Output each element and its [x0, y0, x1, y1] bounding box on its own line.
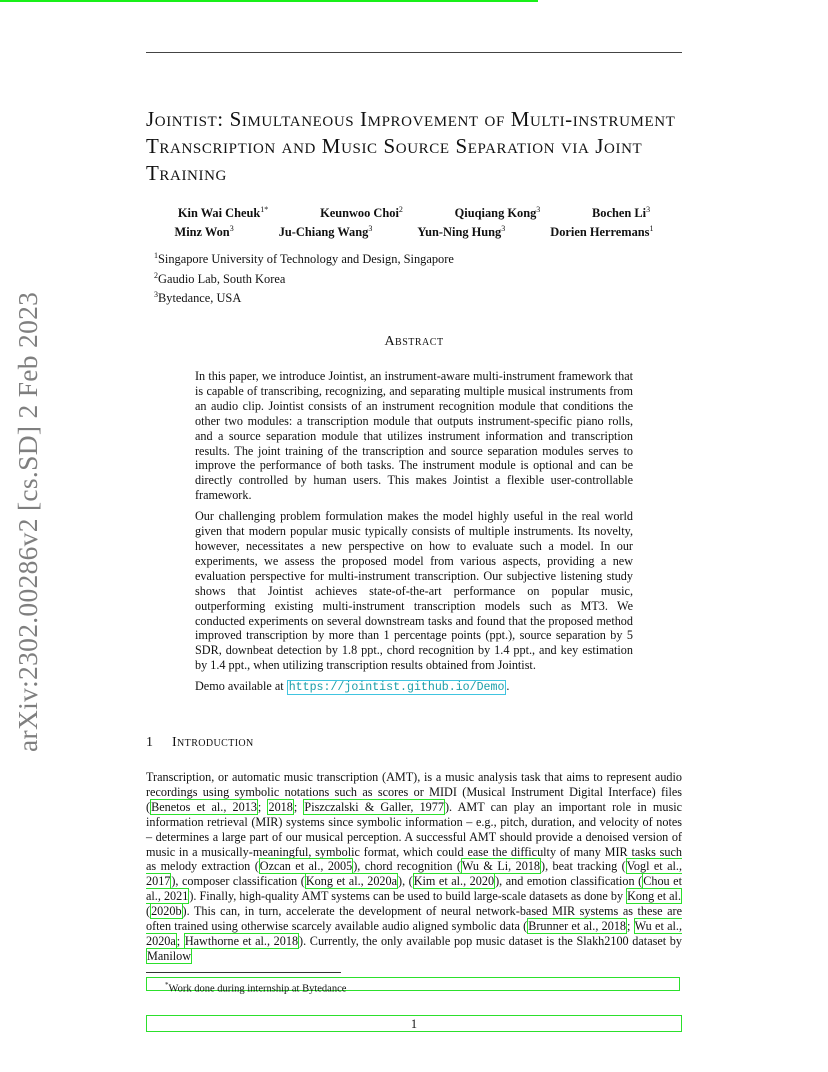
affiliation-mark: 1	[649, 224, 654, 234]
section-number: 1	[146, 735, 153, 750]
affiliation-mark: 3	[536, 205, 541, 214]
intro-paragraph	[146, 770, 682, 964]
affiliation	[154, 287, 454, 307]
intro-text: Transcription, or automatic music transcription (AMT), is a music analysis task that aims to represent audio recordings using symbolic notations such as scores or MIDI (Musical Instrument Digital Interface) files (	[146, 770, 682, 814]
citation-link[interactable]: Kong et al., 2020a	[305, 874, 398, 889]
author-row	[146, 202, 682, 221]
intro-text: ). Finally, high-quality AMT systems can be used to build large-scale datasets as done by	[189, 889, 627, 904]
affiliation-mark: 3	[154, 290, 158, 300]
affiliation-mark: 1*	[260, 205, 269, 214]
intro-text: ). Currently, the only available pop music dataset is the Slakh2100 dataset by	[299, 933, 682, 948]
citation-link[interactable]: Hawthorne et al., 2018	[184, 933, 299, 948]
intro-text: ). AMT can play an important role in music information retrieval (MIR) systems since symbolic information – e.g., pitch, duration, and velocity of notes – determines a large part of our musical perception. A successful AMT should provide a denoised version of music in a musically-meaningful, symbolic format, which could ease the difficulty of many MIR tasks such as melody extraction (	[146, 799, 682, 874]
citation-link[interactable]: Vogl et al., 2017	[146, 859, 682, 889]
affiliation	[154, 268, 454, 288]
citation-link[interactable]: Wu & Li, 2018	[461, 859, 541, 874]
citation-link[interactable]: Chou et al., 2021	[146, 874, 682, 904]
affiliation-mark: 3	[646, 205, 651, 214]
affiliation-mark: 3	[368, 224, 373, 234]
page-number-link[interactable]: 1	[146, 1015, 682, 1032]
section-heading	[146, 735, 254, 751]
citation-link[interactable]: Kim et al., 2020	[413, 874, 495, 889]
intro-text: ), composer classification (	[171, 874, 305, 889]
citation-link[interactable]: Ozcan et al., 2005	[259, 859, 353, 874]
footnote-link[interactable]	[146, 977, 680, 995]
paper-title: Jointist: Simultaneous Improvement of Multi-instrument Transcription and Music Source Separation via Joint Training	[146, 107, 676, 185]
author-name: Ju-Chiang Wang$^3$	[278, 224, 373, 240]
author-name: Minz Won$^3$	[174, 224, 234, 240]
affiliation-mark: 2	[398, 205, 403, 214]
author-block	[146, 202, 682, 240]
demo-link[interactable]: https://jointist.github.io/Demo	[288, 681, 505, 695]
affiliation-text: Bytedance, USA	[158, 291, 242, 306]
abstract	[195, 369, 633, 702]
author-name: Kin Wai Cheuk$^{1*}$	[177, 205, 269, 221]
affiliation-mark: 2	[154, 270, 158, 280]
section-title: Introduction	[172, 735, 254, 750]
citation-link[interactable]: Benetos et al., 2013	[151, 799, 257, 814]
affiliation-mark: 3	[229, 224, 234, 234]
affiliation-text: Gaudio Lab, South Korea	[158, 271, 286, 286]
abstract-paragraph: Our challenging problem formulation makes the model highly useful in the real world given that modern popular music typically consists of multiple instruments. Its novelty, however, necessitates a new perspective on how to evaluate such a model. In our experiments, we assess the proposed model from various aspects, providing a new evaluation perspective for multi-instrument transcription. Our subjective listening study shows that Jointist achieves state-of-the-art performance on popular music, outperforming existing multi-instrument transcription models such as MT3. We conducted experiments on several downstream tasks and found that the proposed method improved transcription by more than 1 percentage points (ppt.), source separation by 5 SDR, downbeat detection by 1.8 ppt., chord recognition by 1.4 ppt., and key estimation by 1.4 ppt., when utilizing transcription results obtained from Jointist.	[195, 509, 633, 673]
intro-text: ;	[627, 919, 634, 934]
affiliation-list	[154, 248, 454, 307]
citation-link[interactable]: Manilow	[147, 948, 192, 963]
author-name: Bochen Li$^3$	[592, 205, 651, 221]
author-name: Dorien Herremans$^1$	[550, 224, 654, 240]
demo-suffix: .	[506, 679, 510, 694]
intro-text: ). This can, in turn, accelerate the development of neural network-based MIR systems as these are often trained using otherwise scarcely available audio aligned symbolic data (	[146, 904, 682, 934]
affiliation-text: Singapore University of Technology and Design, Singapore	[158, 252, 454, 267]
citation-link[interactable]: Piszczalski & Galler, 1977	[304, 799, 444, 814]
demo-line	[195, 679, 633, 696]
intro-text: ), and emotion classification (	[495, 874, 643, 889]
intro-text: ;	[293, 799, 304, 814]
intro-text: ;	[257, 799, 268, 814]
citation-link[interactable]: 2020b	[151, 904, 182, 919]
footnote-text: Work done during internship at Bytedance	[168, 983, 347, 995]
arxiv-identifier-stamp: arXiv:2302.00286v2 [cs.SD] 2 Feb 2023	[12, 291, 43, 752]
demo-prefix: Demo available at	[195, 679, 284, 694]
abstract-paragraph: In this paper, we introduce Jointist, an instrument-aware multi-instrument framework that is capable of transcribing, recognizing, and separating multiple musical instruments from an audio clip. Jointist consists of an instrument recognition module that conditions the other two modules: a transcription module that outputs instrument-specific piano rolls, and a source separation module that utilizes instrument information and transcription results. The joint training of the transcription and source separation modules serves to improve the performance of both tasks. The instrument module is optional and can be directly controlled by human users. This makes Jointist a flexible user-controllable framework.	[195, 369, 633, 503]
footnote-mark: *	[165, 981, 169, 989]
intro-text: ), chord recognition (	[353, 859, 461, 874]
intro-text: (	[146, 904, 151, 919]
affiliation-mark: 1	[154, 251, 158, 260]
intro-text: ;	[176, 933, 184, 948]
citation-link[interactable]: Brunner et al., 2018	[528, 919, 627, 934]
author-name: Qiuqiang Kong$^3$	[454, 205, 541, 221]
citation-link[interactable]: 2018	[268, 799, 293, 814]
intro-text: ), (	[398, 874, 413, 889]
affiliation-mark: 3	[501, 224, 506, 234]
author-name: Keunwoo Choi$^2$	[320, 205, 403, 221]
abstract-heading: Abstract	[384, 334, 444, 349]
author-name: Yun-Ning Hung$^3$	[417, 224, 506, 240]
intro-text: ), beat tracking (	[541, 859, 626, 874]
load-progress-bar	[0, 0, 538, 2]
header-rule	[146, 52, 682, 53]
affiliation	[154, 248, 454, 268]
citation-link[interactable]: Kong et al.	[627, 889, 681, 904]
footnote-rule	[146, 972, 341, 973]
author-row	[146, 221, 682, 240]
citation-link[interactable]: Wu et al., 2020a	[146, 919, 682, 948]
